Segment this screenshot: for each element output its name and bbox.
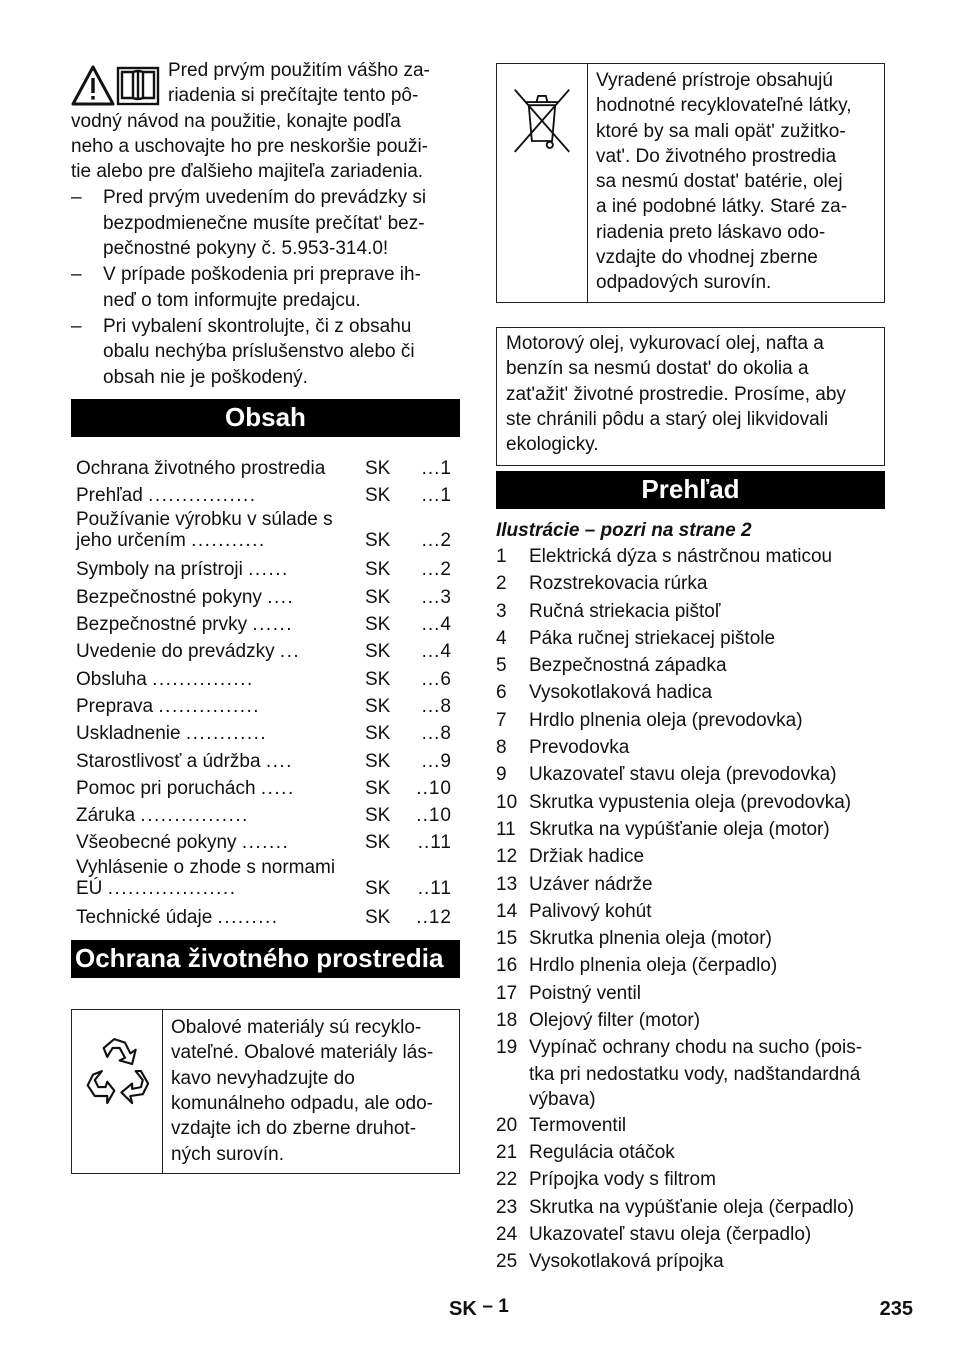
overview-item (496, 734, 885, 761)
table-of-contents (71, 455, 460, 931)
bullet-dash: – (71, 187, 82, 209)
overview-item-number: 15 (496, 928, 518, 950)
overview-item (496, 898, 885, 925)
toc-entry-page: ...4 (421, 614, 452, 636)
overview-item-number: 18 (496, 1010, 518, 1032)
toc-entry-page: ...2 (421, 530, 452, 552)
overview-item-label: Elektrická dýza s nástrčnou maticou (529, 546, 833, 567)
overview-item-number: 7 (496, 709, 507, 731)
overview-item-number: 25 (496, 1251, 518, 1273)
toc-entry-title: Technické údaje ......... (76, 906, 279, 928)
overview-item-number: 12 (496, 846, 518, 868)
overview-item-number: 23 (496, 1196, 518, 1218)
overview-item-label: Ručná striekacia pištoľ (529, 600, 721, 622)
toc-entry-title: Symboly na prístroji ...... (76, 559, 289, 581)
intro-bullet (71, 185, 460, 261)
toc-leader-dots: ...... (252, 614, 294, 636)
overview-item (496, 816, 885, 843)
warning-manual-icon (71, 64, 161, 108)
intro-line: vodný návod na použitie, konajte podľa (71, 110, 401, 132)
toc-entry-page: ..11 (417, 832, 452, 854)
intro-line: riadenia si prečítajte tento pô- (168, 85, 419, 107)
toc-entry[interactable] (71, 857, 460, 904)
toc-entry[interactable] (71, 556, 460, 583)
recycle-box (71, 1009, 460, 1174)
toc-entry-title: Ochrana životného prostredia (76, 457, 326, 479)
overview-heading: Prehľad (496, 471, 885, 509)
toc-entry-title: Záruka ................ (76, 805, 249, 827)
overview-item-number: 22 (496, 1169, 518, 1191)
bullet-line: Pri vybalení skontrolujte, či z obsahu (103, 315, 412, 337)
toc-entry-lang: SK (365, 750, 391, 772)
toc-leader-dots: ......... (217, 906, 279, 928)
oil-line: zat'ažit' životné prostredie. Prosíme, aby (506, 383, 846, 405)
overview-item-number: 8 (496, 737, 507, 759)
overview-item (496, 679, 885, 706)
toc-entry-lang: SK (365, 485, 391, 507)
overview-item (496, 1248, 885, 1275)
illustration-reference: Ilustrácie – pozri na strane 2 (496, 520, 752, 541)
toc-entry-title: Všeobecné pokyny ....... (76, 832, 290, 854)
overview-item (496, 543, 885, 570)
overview-item-number: 16 (496, 955, 518, 977)
toc-entry-page: ...9 (421, 750, 452, 772)
toc-entry-page: ...8 (421, 723, 452, 745)
oil-line: ste chránili pôdu a starý olej likvidovali (506, 408, 829, 430)
toc-entry[interactable] (71, 482, 460, 509)
toc-entry-lang: SK (365, 559, 391, 581)
toc-leader-dots: ............ (185, 723, 268, 745)
toc-leader-dots: ................ (140, 805, 249, 827)
toc-entry[interactable] (71, 775, 460, 802)
toc-entry-lang: SK (365, 906, 391, 928)
intro-line: tie alebo pre ďalšieho majiteľa zariadenia. (71, 161, 424, 183)
recycle-line: komunálneho odpadu, ale odo- (171, 1092, 433, 1114)
overview-item (496, 761, 885, 788)
oil-notice-text (497, 328, 884, 465)
overview-item (496, 1166, 885, 1193)
overview-item-number: 20 (496, 1114, 518, 1136)
toc-entry[interactable] (71, 638, 460, 665)
overview-item (496, 1034, 885, 1111)
toc-leader-dots: ............... (152, 668, 254, 690)
toc-entry[interactable] (71, 455, 460, 482)
overview-item-number: 9 (496, 764, 507, 786)
toc-entry-page: ...2 (421, 559, 452, 581)
weee-line: ktoré by sa mali opät' zužitko- (596, 120, 846, 142)
overview-item-label: Prípojka vody s filtrom (529, 1169, 716, 1191)
toc-entry[interactable] (71, 666, 460, 693)
overview-item-number: 14 (496, 900, 518, 922)
overview-item-number: 6 (496, 682, 507, 704)
toc-entry-title: Starostlivosť a údržba .... (76, 750, 293, 772)
overview-item-label: Držiak hadice (529, 846, 645, 868)
recycle-line: ných surovín. (171, 1143, 284, 1165)
toc-entry-page: ...1 (421, 457, 452, 479)
warning-triangle-icon (73, 67, 113, 104)
weee-line: vat'. Do životného prostredia (596, 145, 837, 167)
bullet-dash: – (71, 264, 82, 286)
footer-lang: SK (449, 1298, 477, 1320)
toc-entry-lang: SK (365, 877, 391, 899)
overview-item (496, 980, 885, 1007)
intro-bullet (71, 314, 460, 390)
recycle-line: vateľné. Obalové materiály lás- (171, 1042, 434, 1064)
overview-item-label: Vysokotlaková hadica (529, 682, 713, 704)
toc-entry-lang: SK (365, 668, 391, 690)
toc-entry-title: Uskladnenie ............ (76, 723, 268, 745)
bullet-dash: – (71, 315, 82, 337)
overview-item (496, 925, 885, 952)
overview-item (496, 598, 885, 625)
bullet-line: neď o tom informujte predajcu. (103, 289, 361, 311)
toc-entry-lang: SK (365, 641, 391, 663)
intro-line: neho a uschovajte ho pre neskoršie použi- (71, 135, 429, 157)
toc-entry[interactable] (71, 693, 460, 720)
weee-box (496, 63, 885, 303)
bullet-line: bezpodmienečne musíte prečítat' bez- (103, 212, 425, 234)
page-number: 235 (879, 1298, 913, 1320)
overview-item-label: Uzáver nádrže (529, 873, 653, 895)
overview-item-label: Vypínač ochrany chodu na sucho (pois- (529, 1037, 863, 1059)
toc-entry-title-cont: EÚ ................... (76, 877, 237, 899)
crossed-bin-icon-cell (497, 64, 588, 302)
overview-item-label: Hrdlo plnenia oleja (prevodovka) (529, 709, 803, 731)
toc-leader-dots: ................... (107, 877, 237, 899)
overview-list (496, 543, 885, 1275)
overview-item-label: Poistný ventil (529, 982, 641, 1004)
left-column (71, 58, 460, 1174)
toc-entry-page: ...3 (421, 586, 452, 608)
overview-item-label: Ukazovateľ stavu oleja (prevodovka) (529, 764, 837, 786)
bullet-line: V prípade poškodenia pri preprave ih- (103, 264, 421, 286)
overview-item-number: 17 (496, 982, 518, 1004)
overview-item (496, 1139, 885, 1166)
toc-entry-lang: SK (365, 777, 391, 799)
footer-section-label (449, 1298, 509, 1321)
toc-entry-page: ...6 (421, 668, 452, 690)
right-column (496, 63, 885, 1275)
overview-item-label: Skrutka na vypúšťanie oleja (čerpadlo) (529, 1196, 855, 1218)
toc-entry-title: Obsluha ............... (76, 668, 254, 690)
weee-line: riadenia preto láskavo odo- (596, 221, 826, 243)
overview-item-label: Vysokotlaková prípojka (529, 1251, 724, 1273)
bullet-line: pečnostné pokyny č. 5.953-314.0! (103, 238, 389, 260)
toc-entry-lang: SK (365, 832, 391, 854)
overview-item (496, 843, 885, 870)
toc-leader-dots: .... (267, 586, 295, 608)
overview-item-number: 21 (496, 1141, 518, 1163)
intro-bullet (71, 262, 460, 313)
toc-entry-page: ...8 (421, 695, 452, 717)
toc-entry[interactable] (71, 611, 460, 638)
toc-leader-dots: ..... (260, 777, 295, 799)
toc-entry-page: ..10 (416, 777, 452, 799)
overview-item-label: tka pri nedostatku vody, nadštandardná (529, 1063, 861, 1085)
overview-item (496, 952, 885, 979)
oil-line: benzín sa nesmú dostat' do okolia a (506, 358, 809, 380)
toc-leader-dots: ... (279, 641, 301, 663)
toc-entry-title: Používanie výrobku v súlade s (76, 509, 333, 531)
overview-item-label: Páka ručnej striekacej pištole (529, 627, 776, 649)
toc-entry-page: ..12 (416, 906, 452, 928)
toc-leader-dots: ................ (148, 485, 257, 507)
weee-line: vzdajte do vhodnej zberne (596, 247, 818, 269)
overview-item-number: 19 (496, 1037, 518, 1059)
oil-line: ekologicky. (506, 434, 599, 456)
overview-item-label: Prevodovka (529, 737, 630, 759)
overview-item (496, 1007, 885, 1034)
toc-leader-dots: ....... (241, 832, 290, 854)
toc-entry-title: Preprava ............... (76, 695, 261, 717)
overview-item (496, 570, 885, 597)
recycle-line: Obalové materiály sú recyklo- (171, 1017, 422, 1039)
toc-leader-dots: ...... (248, 559, 289, 581)
overview-item-label: výbava) (529, 1088, 596, 1110)
toc-entry-page: ...4 (421, 641, 452, 663)
weee-line: hodnotné recyklovateľné látky, (596, 95, 852, 117)
overview-item-label: Skrutka plnenia oleja (motor) (529, 928, 772, 950)
overview-item-number: 10 (496, 791, 518, 813)
bullet-line: obsah nie je poškodený. (103, 366, 308, 388)
toc-entry-page: ..10 (416, 805, 452, 827)
overview-item-label: Hrdlo plnenia oleja (čerpadlo) (529, 955, 778, 977)
overview-item-label: Olejový filter (motor) (529, 1010, 701, 1032)
toc-entry-lang: SK (365, 457, 391, 479)
overview-item-number: 1 (496, 546, 507, 567)
toc-entry-lang: SK (365, 695, 391, 717)
weee-line: a iné podobné látky. Staré za- (596, 196, 848, 218)
overview-item-number: 5 (496, 655, 507, 677)
toc-entry-lang: SK (365, 614, 391, 636)
toc-entry-lang: SK (365, 723, 391, 745)
overview-item (496, 652, 885, 679)
overview-item-label: Palivový kohút (529, 900, 652, 922)
oil-line: Motorový olej, vykurovací olej, nafta a (506, 333, 824, 354)
overview-item-number: 13 (496, 873, 518, 895)
overview-item (496, 1221, 885, 1248)
overview-item (496, 1194, 885, 1221)
toc-entry-lang: SK (365, 586, 391, 608)
toc-entry[interactable] (71, 748, 460, 775)
toc-entry-title: Pomoc pri poruchách ..... (76, 777, 295, 799)
bullet-line: Pred prvým uvedením do prevádzky si (103, 187, 427, 209)
toc-entry[interactable] (71, 904, 460, 931)
footer-section-page: – 1 (482, 1296, 509, 1317)
recycle-icon (77, 1032, 157, 1112)
overview-item-number: 3 (496, 600, 507, 622)
overview-item-label: Skrutka vypustenia oleja (prevodovka) (529, 791, 852, 813)
overview-item (496, 1112, 885, 1139)
overview-item-number: 24 (496, 1223, 518, 1245)
weee-line: sa nesmú dostat' batérie, olej (596, 171, 843, 193)
toc-entry-lang: SK (365, 530, 391, 552)
overview-item-number: 11 (496, 818, 516, 840)
toc-leader-dots: ........... (191, 530, 266, 552)
manual-book-icon (118, 68, 158, 104)
weee-line: Vyradené prístroje obsahujú (596, 70, 833, 91)
toc-entry-title: Bezpečnostné pokyny .... (76, 586, 295, 608)
overview-item (496, 707, 885, 734)
toc-entry-title: Prehľad ................ (76, 485, 257, 507)
environment-heading: Ochrana životného prostredia (71, 940, 460, 978)
toc-entry[interactable] (71, 509, 460, 556)
toc-leader-dots: ............... (158, 695, 261, 717)
overview-item (496, 625, 885, 652)
toc-entry[interactable] (71, 829, 460, 856)
overview-item (496, 789, 885, 816)
overview-item-label: Skrutka na vypúšťanie oleja (motor) (529, 818, 830, 840)
oil-notice-box (496, 327, 885, 466)
toc-entry[interactable] (71, 802, 460, 829)
overview-item-label: Rozstrekovacia rúrka (529, 573, 708, 595)
overview-item-number: 4 (496, 627, 507, 649)
weee-line: odpadových surovín. (596, 272, 772, 294)
bullet-line: obalu nechýba príslušenstvo alebo či (103, 341, 415, 363)
overview-item-label: Bezpečnostná západka (529, 655, 727, 677)
toc-entry-title: Vyhlásenie o zhode s normami (76, 856, 336, 878)
recycle-line: vzdajte ich do zberne druhot- (171, 1118, 417, 1140)
overview-item-label: Regulácia otáčok (529, 1141, 675, 1163)
overview-item-label: Termoventil (529, 1114, 627, 1136)
overview-item-label: Ukazovateľ stavu oleja (čerpadlo) (529, 1223, 812, 1245)
toc-entry-lang: SK (365, 805, 391, 827)
toc-entry-page: ..11 (417, 877, 452, 899)
overview-item (496, 871, 885, 898)
overview-item-number: 2 (496, 573, 507, 595)
toc-entry-title: Bezpečnostné prvky ...... (76, 614, 294, 636)
crossed-bin-icon (507, 82, 577, 158)
intro-line: Pred prvým použitím vášho za- (168, 60, 430, 81)
intro-block (71, 58, 460, 390)
recycle-icon-cell (72, 1010, 163, 1173)
toc-leader-dots: .... (265, 750, 293, 772)
recycle-line: kavo nevyhadzujte do (171, 1067, 355, 1089)
toc-entry-page: ...1 (421, 485, 452, 507)
toc-heading: Obsah (71, 399, 460, 437)
toc-entry-title: Uvedenie do prevádzky ... (76, 641, 301, 663)
toc-entry-title-cont: jeho určením ........... (76, 530, 266, 552)
toc-entry[interactable] (71, 720, 460, 747)
toc-entry[interactable] (71, 584, 460, 611)
